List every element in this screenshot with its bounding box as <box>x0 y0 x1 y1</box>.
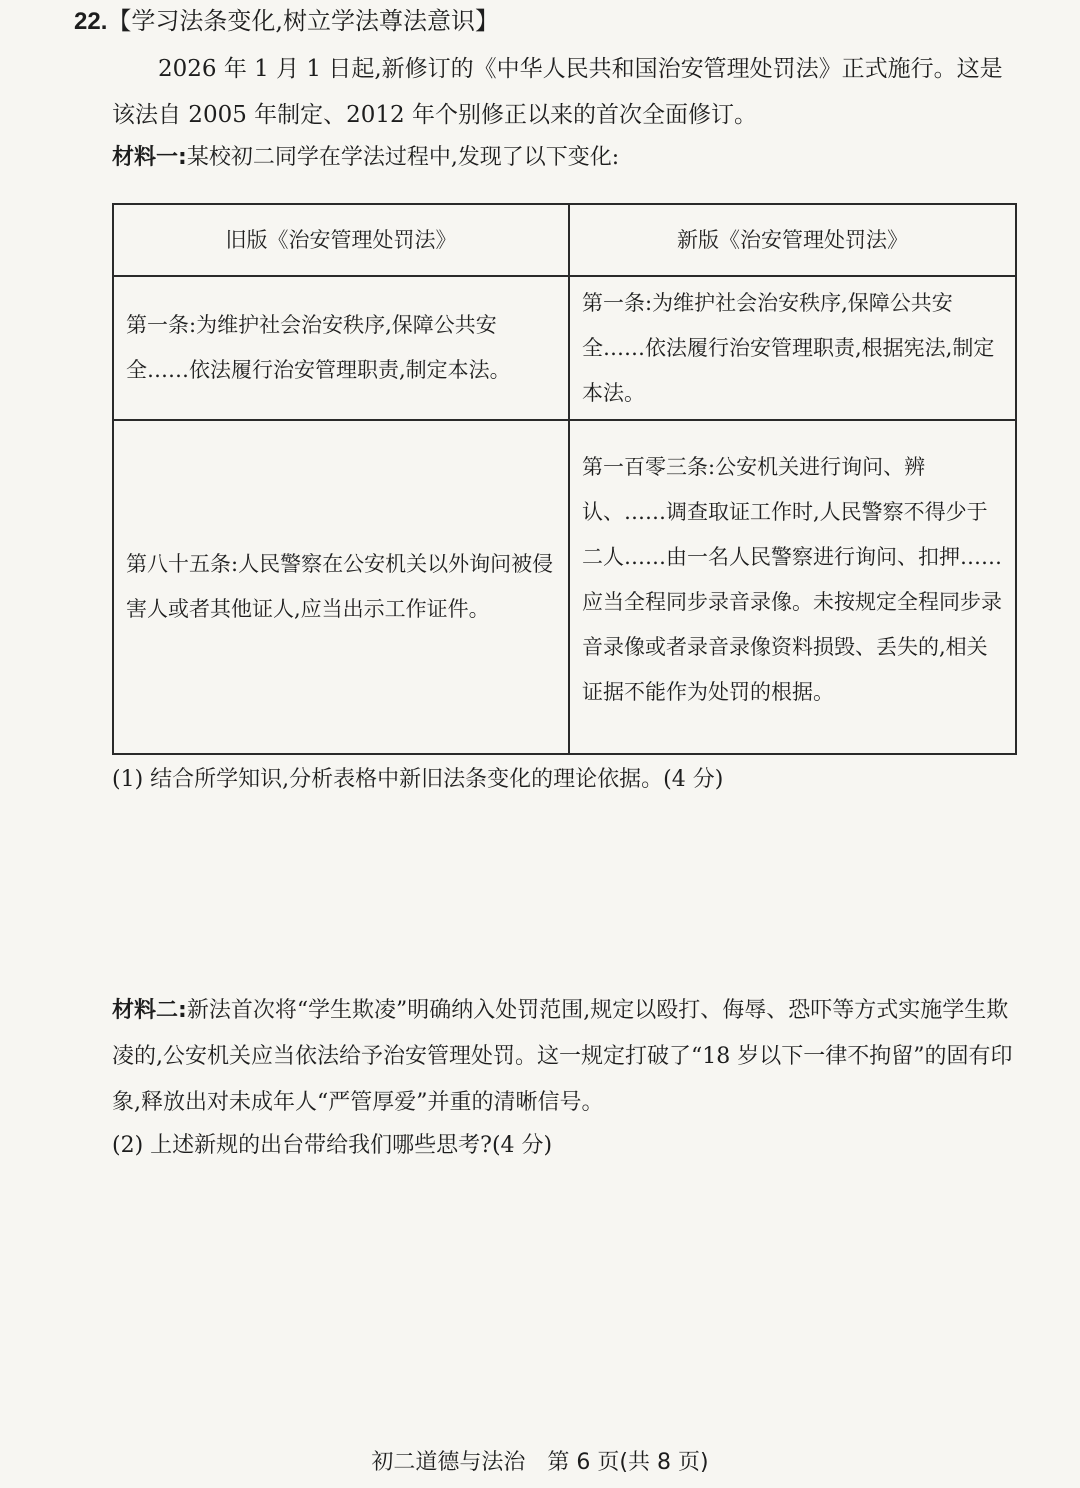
table-header-row <box>113 204 1016 276</box>
material-one-text: 某校初二同学在学法过程中,发现了以下变化: <box>186 145 620 170</box>
header-old-version: 旧版《治安管理处罚法》 <box>113 204 569 276</box>
new-article-103: 第一百零三条:公安机关进行询问、辨认、……调查取证工作时,人民警察不得少于二人……由一名人民警察进行询问、扣押……应当全程同步录音录像。未按规定全程同步录音录像或者录音录像资料损毁、丢失的,相关证据不能作为处罚的根据。 <box>569 420 1016 754</box>
question-header <box>74 4 499 39</box>
old-article-1: 第一条:为维护社会治安秩序,保障公共安全……依法履行治安管理职责,制定本法。 <box>113 276 569 420</box>
question-number: 22. <box>74 8 108 35</box>
law-comparison-table <box>112 203 1017 755</box>
material-two-text: 新法首次将“学生欺凌”明确纳入处罚范围,规定以殴打、侮辱、恐吓等方式实施学生欺凌的,公安机关应当依法给予治安管理处罚。这一规定打破了“18 岁以下一律不拘留”的固有印象,释放出对未成年人“严管厚爱”并重的清晰信号。 <box>112 998 1013 1115</box>
question-intro <box>112 46 1022 138</box>
old-article-85: 第八十五条:人民警察在公安机关以外询问被侵害人或者其他证人,应当出示工作证件。 <box>113 420 569 754</box>
sub-question-2: (2) 上述新规的出台带给我们哪些思考?(4 分) <box>112 1133 553 1158</box>
table-row <box>113 420 1016 754</box>
material-one <box>112 140 619 176</box>
page-footer: 初二道德与法治 第 6 页(共 8 页) <box>371 1450 709 1475</box>
material-two <box>112 988 1022 1126</box>
table-row <box>113 276 1016 420</box>
intro-paragraph: 2026 年 1 月 1 日起,新修订的《中华人民共和国治安管理处罚法》正式施行。这是该法自 2005 年制定、2012 年个别修正以来的首次全面修订。 <box>112 56 1003 128</box>
new-article-1: 第一条:为维护社会治安秩序,保障公共安全……依法履行治安管理职责,根据宪法,制定本法。 <box>569 276 1016 420</box>
sub-question-1: (1) 结合所学知识,分析表格中新旧法条变化的理论依据。(4 分) <box>112 767 724 792</box>
header-new-version: 新版《治安管理处罚法》 <box>569 204 1016 276</box>
material-two-label: 材料二: <box>112 998 187 1023</box>
material-one-label: 材料一: <box>112 145 187 170</box>
question-title: 【学习法条变化,树立学法尊法意识】 <box>107 7 500 35</box>
